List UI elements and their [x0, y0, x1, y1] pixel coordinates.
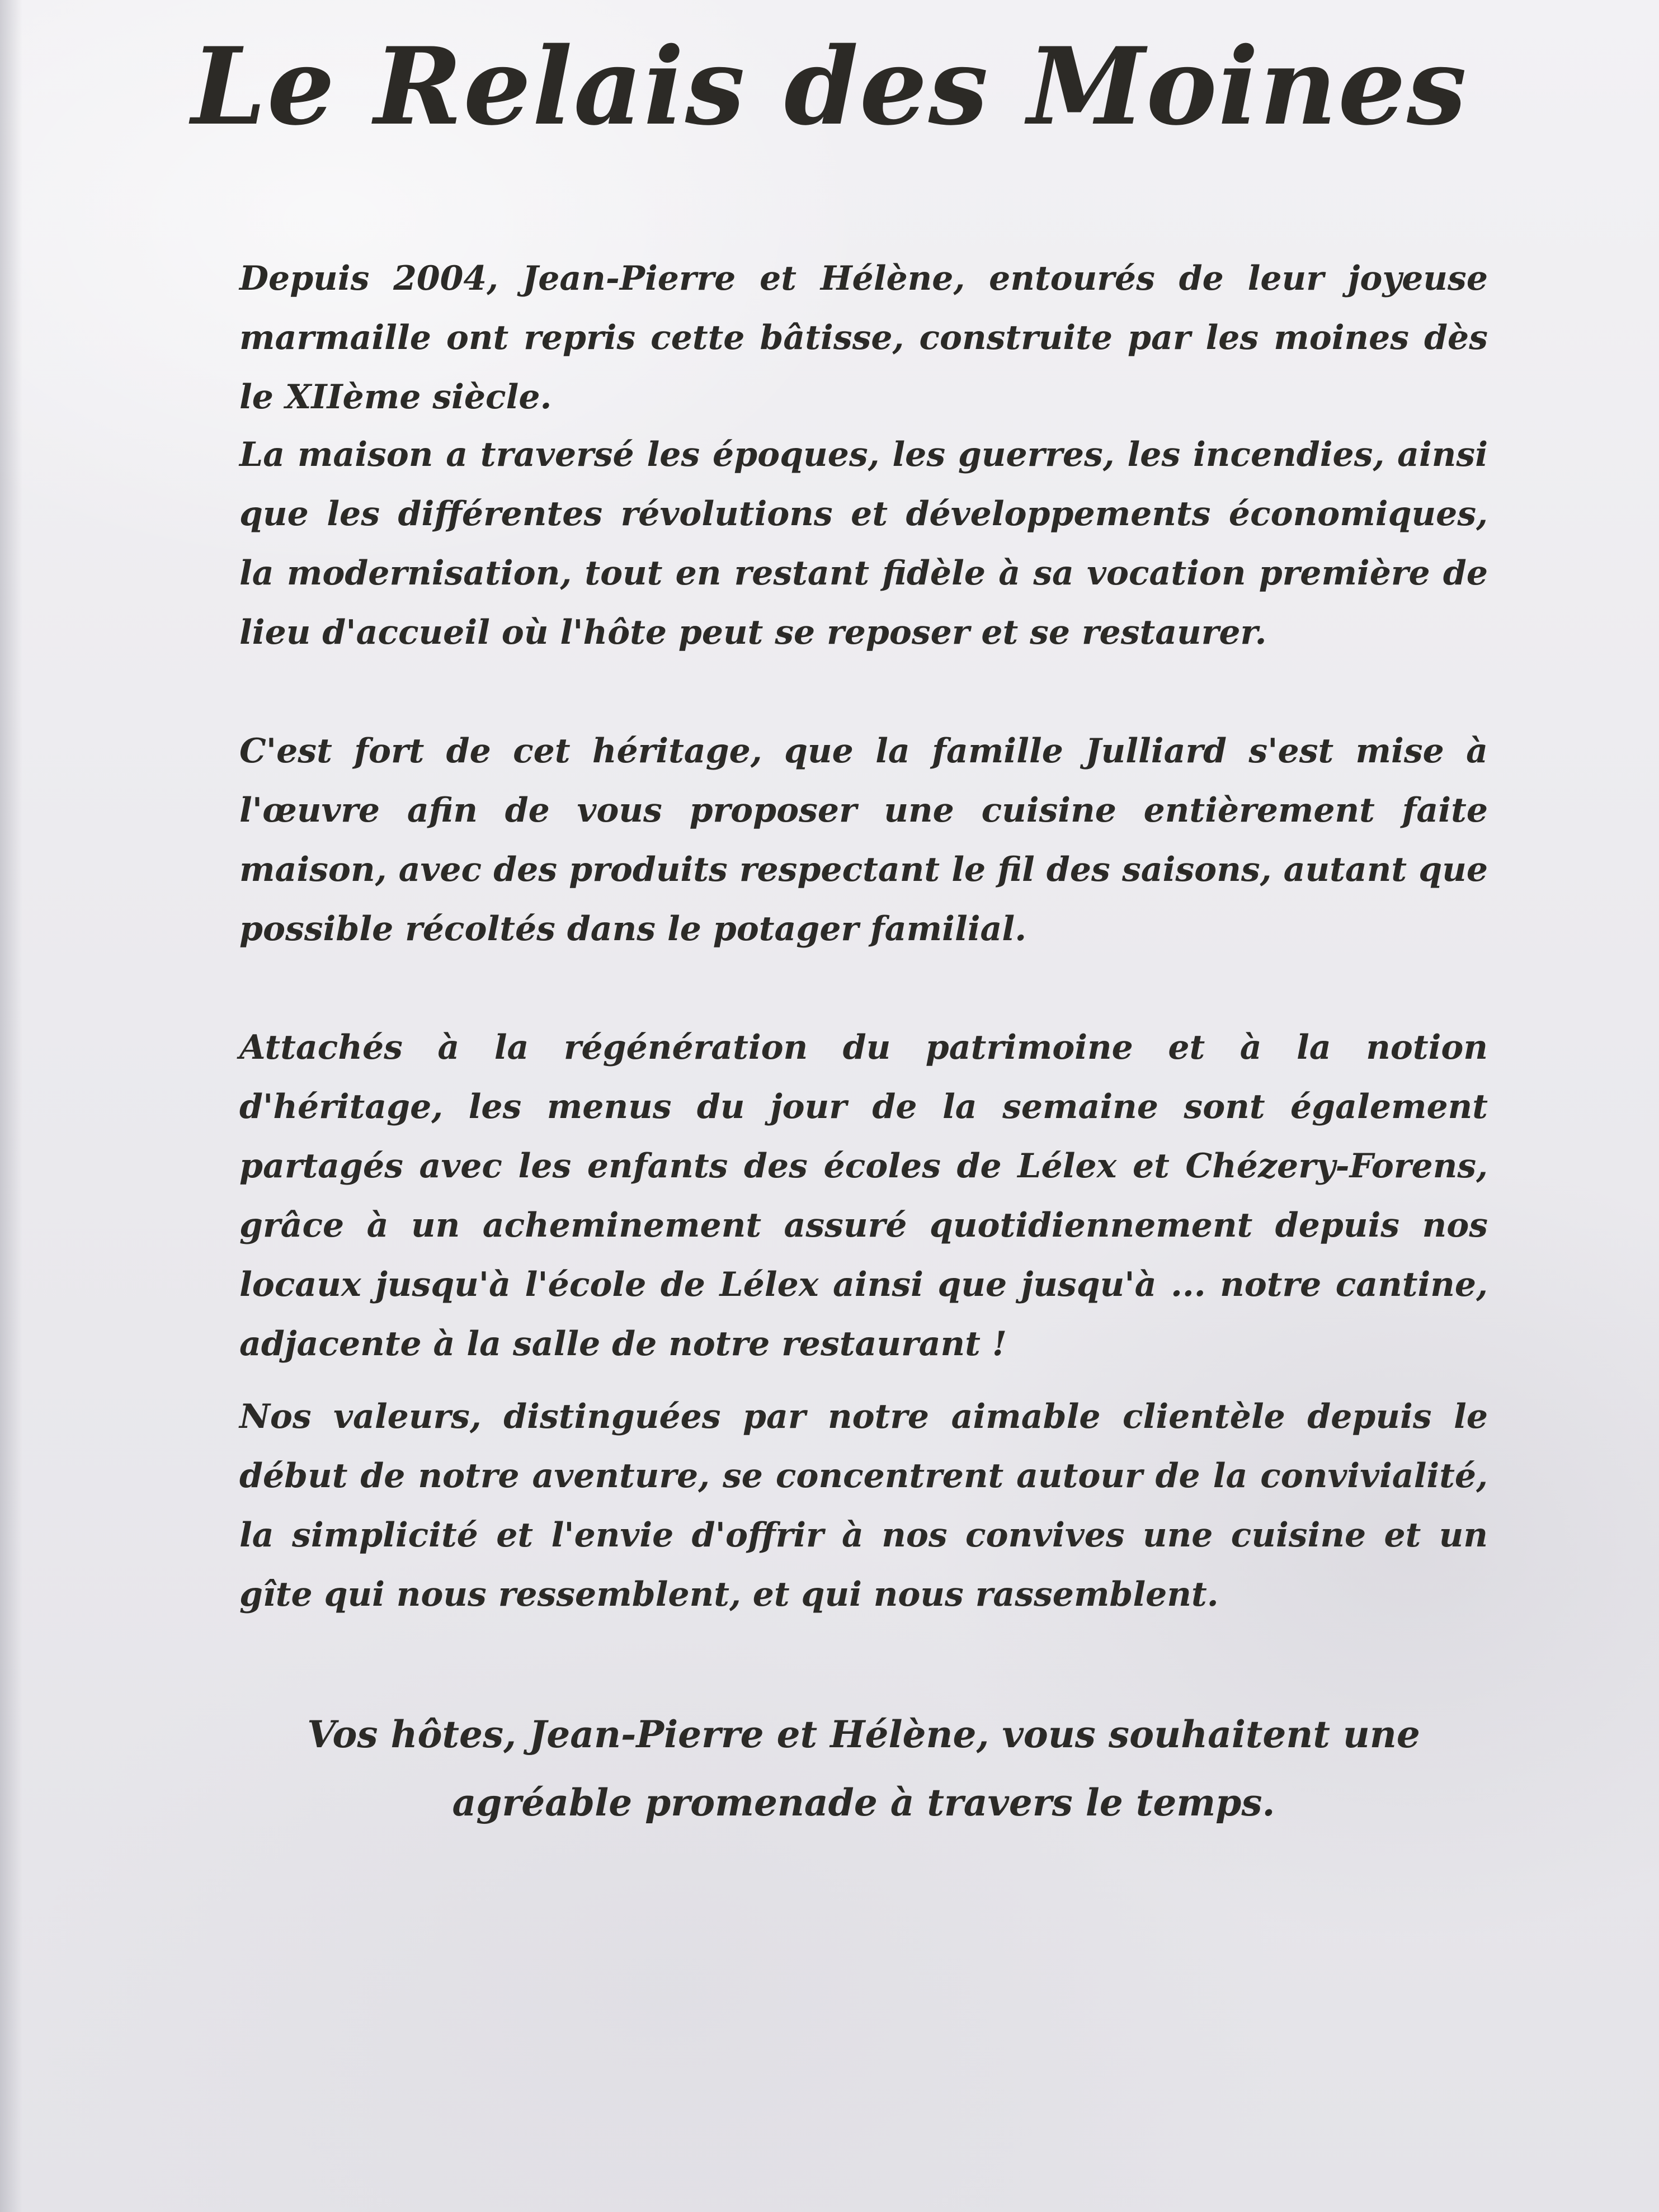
- paragraph-house: La maison a traversé les époques, les guerres, les incendies, ainsi que les différentes révolutions et développements économiques, la modernisation, tout en restant fidèle à sa vocation première de lieu d'accueil où l'hôte peut se reposer et se restaurer.: [239, 435, 1488, 652]
- paragraph-history: Depuis 2004, Jean-Pierre et Hélène, entourés de leur joyeuse marmaille ont repris cette bâtisse, construite par les moines dès le XIIème siècle.: [239, 259, 1488, 417]
- paragraph-heritage: C'est fort de cet héritage, que la famille Julliard s'est mise à l'œuvre afin de vous proposer une cuisine entièrement faite maison, avec des produits respectant le fil des saisons, autant que possible récoltés dans le potager familial.: [239, 732, 1488, 949]
- paragraph-values: Nos valeurs, distinguées par notre aimable clientèle depuis le début de notre aventure, se concentrent autour de la convivialité, la simplicité et l'envie d'offrir à nos convives une cuisine et un gîte qui nous ressemblent, et qui nous rassemblent.: [239, 1397, 1488, 1614]
- closing-line: agréable promenade à travers le temps.: [452, 1781, 1275, 1824]
- closing-line: Vos hôtes, Jean-Pierre et Hélène, vous souhaitent une: [307, 1713, 1420, 1756]
- page-title: Le Relais des Moines: [191, 24, 1468, 149]
- paragraph-school-menus: Attachés à la régénération du patrimoine et à la notion d'héritage, les menus du jour de la semaine sont également partagés avec les enfants des écoles de Lélex et Chézery-Forens, grâce à un acheminement assuré quotidiennement depuis nos locaux jusqu'à l'école de Lélex ainsi que jusqu'à ... notre cantine, adjacente à la salle de notre restaurant !: [239, 1028, 1488, 1364]
- page-edge-shadow: [0, 0, 22, 2212]
- closing-note: [239, 1700, 1488, 1837]
